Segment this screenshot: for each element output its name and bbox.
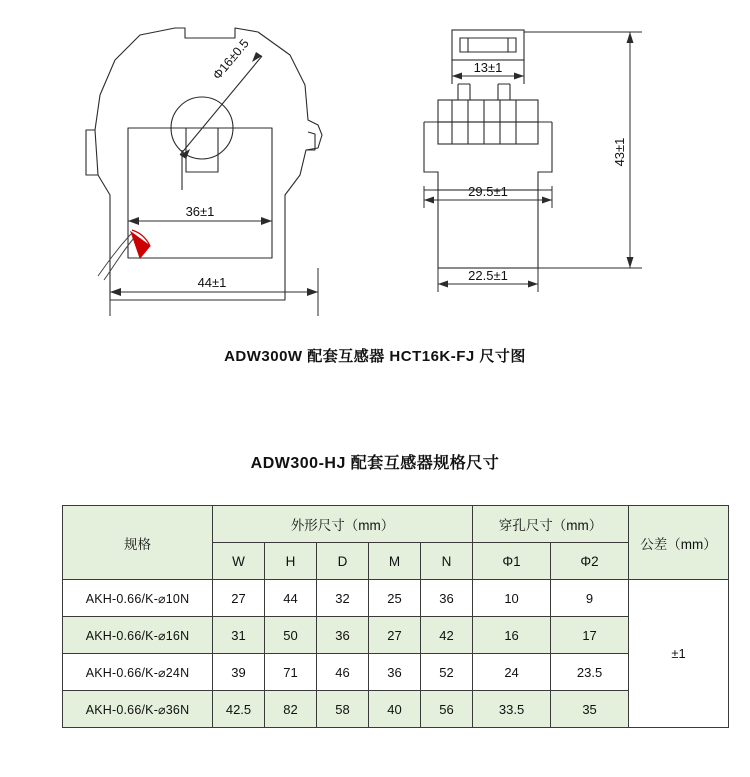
dim-right-height: 43±1 [612,137,627,167]
cell-d: 32 [317,580,369,617]
cell-phi1: 24 [473,654,551,691]
spec-section-title: ADW300-HJ 配套互感器规格尺寸 [250,455,500,472]
cell-m: 40 [369,691,421,728]
cell-m: 36 [369,654,421,691]
cell-phi1: 16 [473,617,551,654]
cell-phi2: 23.5 [551,654,629,691]
dim-hole-diameter: Φ16±0.5 [210,36,252,83]
cell-phi2: 35 [551,691,629,728]
th-hole-dims: 穿孔尺寸（mm） [473,506,629,543]
cell-model: AKH-0.66/K-⌀36N [63,691,213,728]
th-sub-phi1: Φ1 [473,543,551,580]
cell-d: 58 [317,691,369,728]
cell-d: 36 [317,617,369,654]
cell-m: 27 [369,617,421,654]
spec-table-wrap [62,505,717,728]
th-sub-w: W [213,543,265,580]
cell-m: 25 [369,580,421,617]
dim-right-mid-width: 29.5±1 [468,184,508,199]
th-tolerance: 公差（mm） [629,506,729,580]
th-sub-h: H [265,543,317,580]
cell-model: AKH-0.66/K-⌀10N [63,580,213,617]
dim-right-bottom-width: 22.5±1 [468,268,508,283]
cell-n: 36 [421,580,473,617]
th-sub-d: D [317,543,369,580]
dimension-drawing [0,0,750,330]
cell-phi2: 9 [551,580,629,617]
drawing-caption: ADW300W 配套互感器 HCT16K-FJ 尺寸图 [224,348,526,365]
th-sub-phi2: Φ2 [551,543,629,580]
cell-model: AKH-0.66/K-⌀16N [63,617,213,654]
dim-left-outer-width: 44±1 [197,275,227,290]
cell-w: 42.5 [213,691,265,728]
th-model: 规格 [63,506,213,580]
th-sub-m: M [369,543,421,580]
cell-n: 52 [421,654,473,691]
cell-w: 27 [213,580,265,617]
cell-h: 44 [265,580,317,617]
cell-phi2: 17 [551,617,629,654]
cell-h: 50 [265,617,317,654]
cell-phi1: 10 [473,580,551,617]
cell-tolerance: ±1 [629,580,729,728]
dim-left-inner-width: 36±1 [185,204,215,219]
th-outer-dims: 外形尺寸（mm） [213,506,473,543]
spec-table [62,505,729,728]
th-sub-n: N [421,543,473,580]
cell-w: 39 [213,654,265,691]
cell-w: 31 [213,617,265,654]
table-row [63,580,729,617]
cell-phi1: 33.5 [473,691,551,728]
dim-right-top-width: 13±1 [473,60,503,75]
cell-d: 46 [317,654,369,691]
cell-model: AKH-0.66/K-⌀24N [63,654,213,691]
cell-n: 42 [421,617,473,654]
cell-h: 71 [265,654,317,691]
cell-n: 56 [421,691,473,728]
cell-h: 82 [265,691,317,728]
